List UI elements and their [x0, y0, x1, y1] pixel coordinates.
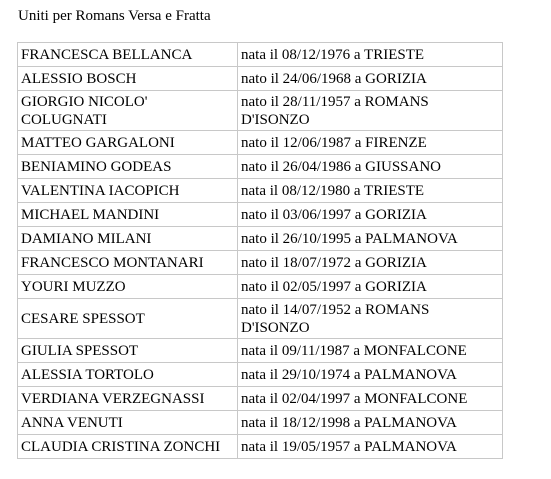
table-row — [18, 251, 503, 275]
page-title: Uniti per Romans Versa e Fratta — [18, 8, 211, 24]
candidate-birth-info-cell: nata il 19/05/1957 a PALMANOVA — [238, 435, 503, 459]
candidate-birth-info-cell: nata il 08/12/1976 a TRIESTE — [238, 43, 503, 67]
candidate-name-cell: BENIAMINO GODEAS — [18, 155, 238, 179]
table-row — [18, 203, 503, 227]
table-row — [18, 179, 503, 203]
candidate-birth-info-cell: nato il 03/06/1997 a GORIZIA — [238, 203, 503, 227]
candidate-birth-info-cell: nata il 09/11/1987 a MONFALCONE — [238, 339, 503, 363]
table-row — [18, 155, 503, 179]
candidate-name-cell: MICHAEL MANDINI — [18, 203, 238, 227]
candidates-table — [17, 42, 503, 459]
table-row — [18, 91, 503, 131]
candidate-birth-info-cell: nato il 26/10/1995 a PALMANOVA — [238, 227, 503, 251]
candidate-birth-info-cell: nato il 18/07/1972 a GORIZIA — [238, 251, 503, 275]
candidates-table-body — [18, 43, 503, 459]
candidate-name-cell: DAMIANO MILANI — [18, 227, 238, 251]
candidate-name-cell: ALESSIO BOSCH — [18, 67, 238, 91]
candidate-birth-info-cell: nata il 02/04/1997 a MONFALCONE — [238, 387, 503, 411]
table-row — [18, 411, 503, 435]
candidate-birth-info-cell: nata il 18/12/1998 a PALMANOVA — [238, 411, 503, 435]
candidate-name-cell: MATTEO GARGALONI — [18, 131, 238, 155]
candidate-name-cell: VERDIANA VERZEGNASSI — [18, 387, 238, 411]
candidate-birth-info-cell: nato il 24/06/1968 a GORIZIA — [238, 67, 503, 91]
candidate-name-cell: YOURI MUZZO — [18, 275, 238, 299]
candidate-birth-info-cell: nato il 26/04/1986 a GIUSSANO — [238, 155, 503, 179]
candidate-name-cell: FRANCESCO MONTANARI — [18, 251, 238, 275]
table-row — [18, 299, 503, 339]
table-row — [18, 43, 503, 67]
candidate-birth-info-cell: nato il 14/07/1952 a ROMANS D'ISONZO — [238, 299, 503, 339]
candidate-name-cell: ANNA VENUTI — [18, 411, 238, 435]
table-row — [18, 387, 503, 411]
table-row — [18, 227, 503, 251]
table-row — [18, 67, 503, 91]
candidate-name-cell: VALENTINA IACOPICH — [18, 179, 238, 203]
candidate-birth-info-cell: nata il 29/10/1974 a PALMANOVA — [238, 363, 503, 387]
candidate-name-cell: ALESSIA TORTOLO — [18, 363, 238, 387]
table-row — [18, 339, 503, 363]
candidate-name-cell: GIORGIO NICOLO' COLUGNATI — [18, 91, 238, 131]
candidate-birth-info-cell: nata il 08/12/1980 a TRIESTE — [238, 179, 503, 203]
table-row — [18, 275, 503, 299]
table-row — [18, 435, 503, 459]
table-row — [18, 363, 503, 387]
candidate-name-cell: CESARE SPESSOT — [18, 299, 238, 339]
table-row — [18, 131, 503, 155]
candidate-name-cell: FRANCESCA BELLANCA — [18, 43, 238, 67]
candidate-birth-info-cell: nato il 12/06/1987 a FIRENZE — [238, 131, 503, 155]
candidate-birth-info-cell: nato il 02/05/1997 a GORIZIA — [238, 275, 503, 299]
candidate-name-cell: GIULIA SPESSOT — [18, 339, 238, 363]
candidate-birth-info-cell: nato il 28/11/1957 a ROMANS D'ISONZO — [238, 91, 503, 131]
candidate-name-cell: CLAUDIA CRISTINA ZONCHI — [18, 435, 238, 459]
